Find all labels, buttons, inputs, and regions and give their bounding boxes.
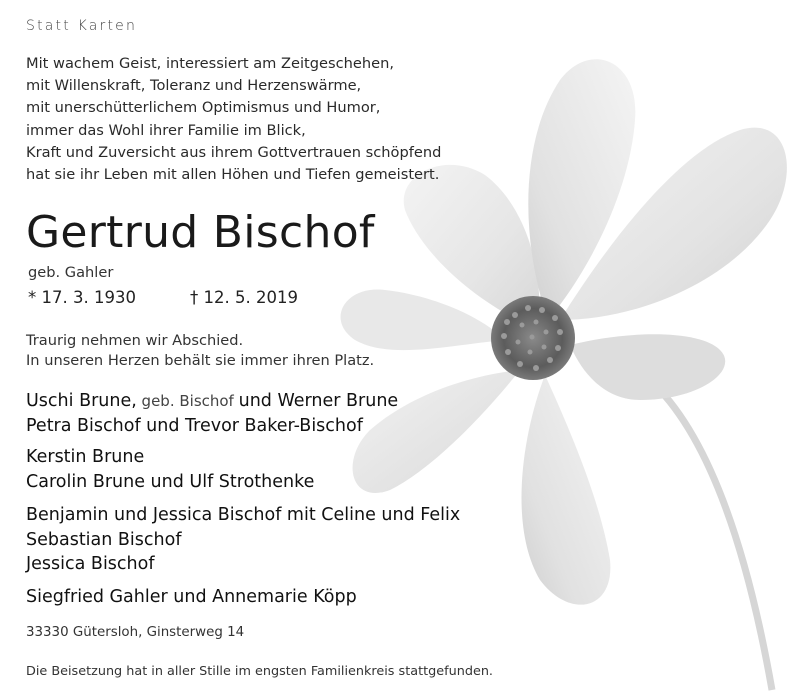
poem-line: Mit wachem Geist, interessiert am Zeitgeschehen, [26,55,394,72]
poem-line: mit unerschütterlichem Optimismus und Humor, [26,99,381,117]
family-line: Benjamin und Jessica Bischof mit Celine und Felix [26,505,461,525]
family-line: Siegfried Gahler und Annemarie Köpp [26,587,357,607]
address: 33330 Gütersloh, Ginsterweg 14 [26,625,245,640]
death-date: † 12. 5. 2019 [190,288,298,307]
maiden-note: geb. Bischof [136,392,239,410]
farewell-text [26,331,374,371]
family-line: Sebastian Bischof [26,529,182,550]
family-group-2 [26,445,314,494]
farewell-line: In unseren Herzen behält sie immer ihren Platz. [26,352,375,369]
poem-line: hat sie ihr Leben mit allen Höhen und Tiefen gemeistert. [26,166,440,184]
footer-note: Die Beisetzung hat in aller Stille im engsten Familienkreis stattgefunden. [26,664,494,679]
deceased-name: Gertrud Bischof [26,207,375,258]
poem [26,53,441,186]
header-label: Statt Karten [26,18,138,34]
poem-line: Kraft und Zuversicht aus ihrem Gottvertrauen schöpfend [26,143,442,161]
family-line: Petra Bischof und Trevor Baker-Bischof [26,415,363,436]
family-line: Kerstin Brune [26,447,145,467]
family-line: Carolin Brune und Ulf Strothenke [26,471,315,492]
family-group-3 [26,503,460,577]
family-line: Jessica Bischof [26,554,155,574]
maiden-name: geb. Gahler [28,264,114,281]
family-name: Uschi Brune, [26,391,137,411]
poem-line: mit Willenskraft, Toleranz und Herzenswärme, [26,77,362,95]
family-group-4 [26,585,357,610]
family-name: und Werner Brune [238,391,399,411]
poem-line: immer das Wohl ihrer Familie im Blick, [26,121,306,139]
family-group-1 [26,389,398,438]
farewell-line: Traurig nehmen wir Abschied. [26,332,244,349]
family-line [26,389,398,414]
birth-date: * 17. 3. 1930 [28,288,136,307]
